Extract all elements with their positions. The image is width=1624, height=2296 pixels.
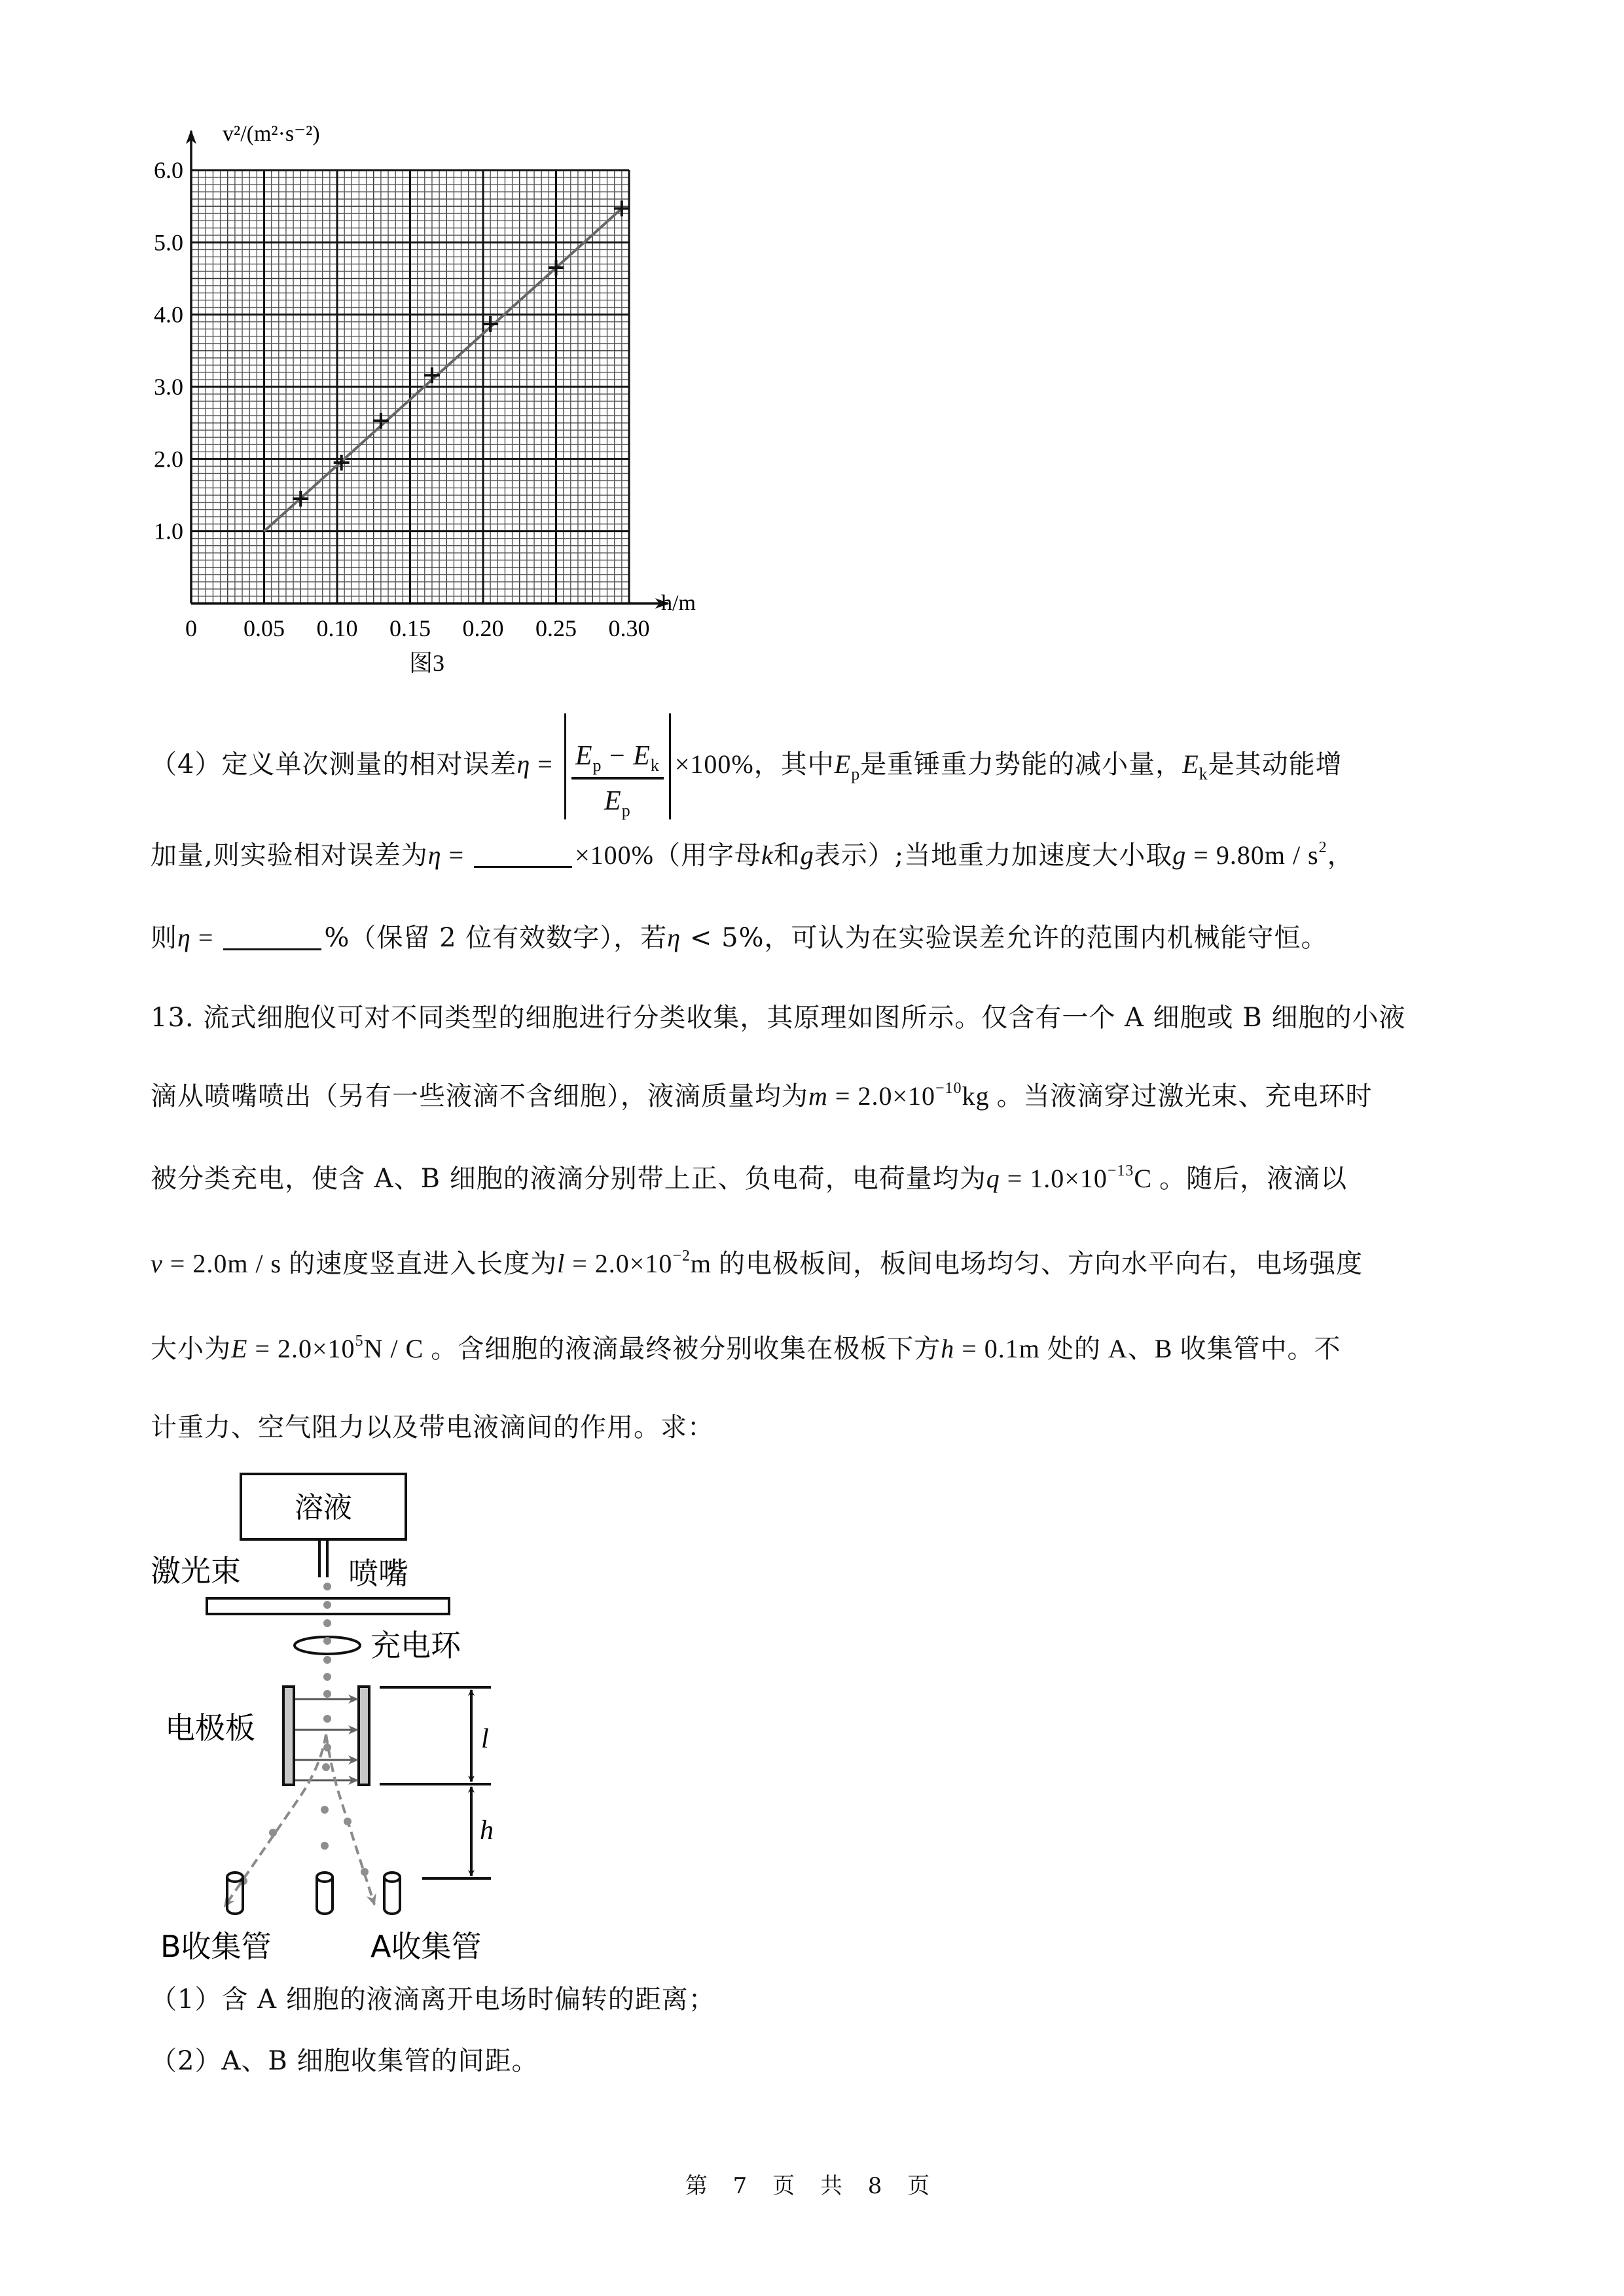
relative-error-formula: $\frac{E_p - E_k}{E_p}$ — [564, 713, 671, 819]
electrode-plate-right — [359, 1687, 369, 1785]
tube-a-label: A收集管 — [370, 1929, 482, 1964]
q13-line2: 滴从喷嘴喷出（另有一些液滴不含细胞），液滴质量均为$m = 2.0\times 10^{-10}kg$ 。当液滴穿过激光束、充电环时 — [151, 1080, 1373, 1111]
laser-label: 激光束 — [151, 1553, 241, 1588]
droplet-stream — [321, 1583, 331, 1850]
q13-line6: 计重力、空气阻力以及带电液滴间的作用。求： — [151, 1412, 714, 1443]
q4-line2: 加量,则实验相对误差为η = ×100%（用字母k和g表示）;当地重力加速度大小取$g = 9.80m / s^2$， — [151, 839, 1354, 870]
x-tick-label: 0.10 — [316, 615, 358, 641]
electrode-plate-left — [283, 1687, 294, 1785]
q13-subquestion-1: （1）含 A 细胞的液滴离开电场时偏转的距离； — [151, 1984, 715, 2015]
electrode-plate-label: 电极板 — [165, 1710, 255, 1746]
dimension-h-label: h — [480, 1816, 494, 1846]
nozzle-label: 喷嘴 — [348, 1556, 408, 1591]
q4-line3: 则η = %（保留 2 位有效数字），若η < 5%，可认为在实验误差允许的范围内机械能守恒。 — [151, 923, 1328, 953]
x-tick-label: 0 — [185, 615, 197, 641]
q13-line3: 被分类充电，使含 A、B 细胞的液滴分别带上正、负电荷，电荷量均为$q = 1.0\times 10^{-13}C$ 。随后，液滴以 — [151, 1162, 1348, 1194]
v2-h-chart — [131, 118, 720, 681]
x-tick-label: 0.05 — [244, 615, 285, 641]
y-tick-label: 2.0 — [154, 446, 183, 473]
y-tick-label: 1.0 — [154, 518, 183, 545]
q13-line1: 13. 流式细胞仪可对不同类型的细胞进行分类收集，其原理如图所示。仅含有一个 A 细胞或 B 细胞的小液 — [151, 1003, 1406, 1033]
charge-ring-label: 充电环 — [370, 1628, 461, 1663]
chart-x-label: h/m — [661, 591, 696, 615]
q4-line1: （4）定义单次测量的相对误差η = $\frac{E_p - E_k}{E_p}$ ×100%，其中$E_p$是重锤重力势能的减小量，$E_k$是其动能增 — [151, 713, 1343, 819]
q13-line4: v = 2.0m / s 的速度竖直进入长度为$l = 2.0\times 10^{-2}m$ 的电极板间，板间电场均匀、方向水平向右，电场强度 — [151, 1247, 1363, 1278]
answer-blank-2[interactable] — [223, 925, 321, 950]
collection-tube-a — [384, 1873, 400, 1914]
y-tick-label: 4.0 — [154, 301, 183, 328]
flow-cytometer-diagram — [131, 1460, 537, 1970]
q13-subquestion-2: （2）A、B 细胞收集管的间距。 — [151, 2046, 539, 2076]
x-tick-label: 0.30 — [608, 615, 650, 641]
y-tick-label: 5.0 — [154, 229, 183, 256]
tube-b-label: B收集管 — [160, 1929, 272, 1964]
data-point — [424, 367, 440, 383]
q13-line5: 大小为$E = 2.0\times 10^5N / C$ 。含细胞的液滴最终被分别收集在极板下方h = 0.1m 处的 A、B 收集管中。不 — [151, 1333, 1341, 1364]
collection-tube-center — [317, 1873, 333, 1914]
chart-tick-labels — [154, 157, 650, 641]
solution-label: 溶液 — [295, 1491, 352, 1524]
chart-y-label: v²/(m²·s⁻²) — [223, 122, 320, 146]
dimension-l-label: l — [481, 1724, 489, 1754]
y-tick-label: 3.0 — [154, 374, 183, 400]
x-tick-label: 0.15 — [389, 615, 431, 641]
y-tick-label: 6.0 — [154, 157, 183, 183]
chart-axes — [191, 131, 668, 603]
answer-blank-1[interactable] — [474, 842, 572, 868]
chart-title: 图3 — [408, 650, 445, 676]
page-footer: 第 7 页 共 8 页 — [685, 2173, 939, 2199]
x-tick-label: 0.25 — [535, 615, 577, 641]
x-tick-label: 0.20 — [462, 615, 504, 641]
